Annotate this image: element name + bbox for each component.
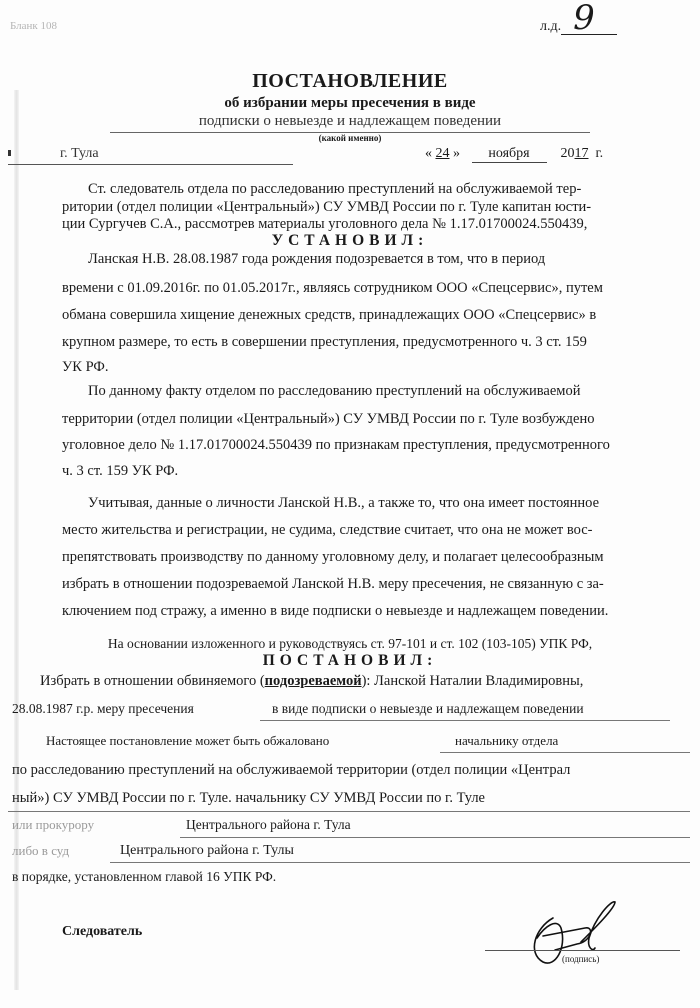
resolved-line-1-suffix: ): Ланской Наталии Владимировны, (361, 673, 584, 689)
date-year-prefix: 20 (560, 146, 575, 161)
intro-line: ритории (отдел полиции «Центральный») СУ УМВД России по г. Туле капитан юсти- (62, 199, 592, 215)
paragraph-line: времени с 01.09.2016г. по 01.05.2017г., являясь сотрудником ООО «Спецсервис», путем (62, 280, 603, 296)
form-id: Бланк 108 (10, 20, 58, 32)
date-year-unit: г. (595, 146, 604, 161)
paragraph-line: ключением под стражу, а именно в виде подписки о невыезде и надлежащем поведении. (62, 603, 609, 619)
paragraph-line: обмана совершила хищение денежных средств, принадлежащих ООО «Спецсервис» в (62, 307, 597, 323)
prosecutor-underline (180, 837, 690, 838)
document-subtitle: об избрании меры пресечения в виде (224, 95, 476, 111)
city-underline (8, 164, 293, 165)
document-date (425, 146, 603, 163)
appeal-line-2: по расследованию преступлений на обслуживаемой территории (отдел полиции «Централ (12, 762, 571, 778)
paragraph-line: избрать в отношении подозреваемой Ланской Н.В. меру пресечения, не связанную с за- (62, 576, 604, 592)
appeal-to: начальнику отдела (455, 733, 559, 748)
prosecutor-value: Центрального района г. Тула (186, 817, 351, 832)
document-title: ПОСТАНОВЛЕНИЕ (252, 70, 448, 92)
procedure-text: в порядке, установленном главой 16 УПК РФ. (12, 869, 277, 884)
paragraph-line: препятствовать производству по данному уголовному делу, и полагает целесообразным (62, 549, 604, 565)
court-underline (110, 862, 690, 863)
signature-hint: (подпись) (562, 954, 600, 964)
document-city: г. Тула (60, 146, 99, 161)
date-day: 24 (435, 146, 450, 161)
legal-basis: На основании изложенного и руководствуясь ст. 97-101 и ст. 102 (103-105) УПК РФ, (107, 636, 593, 651)
intro-line: ции Сургучев С.А., рассмотрев материалы уголовного дела № 1.17.01700024.550439, (62, 216, 588, 232)
prosecutor-label: или прокурору (12, 817, 95, 832)
paragraph-line: крупном размере, то есть в совершении преступления, предусмотренного ч. 3 ст. 159 (62, 334, 587, 350)
established-heading: УСТАНОВИЛ: (271, 232, 429, 249)
paragraph-line: место жительства и регистрации, не судима, следствие считает, что она не может вос- (62, 522, 593, 538)
appeal-prefix: Настоящее постановление может быть обжаловано (46, 733, 330, 748)
resolved-line-2-prefix: 28.08.1987 г.р. меру пресечения (12, 701, 194, 716)
appeal-line-3-underline (8, 811, 690, 812)
case-sheet-number (540, 0, 617, 38)
case-sheet-label: л.д. (540, 19, 562, 34)
resolved-heading: ПОСТАНОВИЛ: (262, 652, 438, 669)
paragraph-line: УК РФ. (62, 359, 109, 375)
paragraph-line: Учитывая, данные о личности Ланской Н.В., а также то, что она имеет постоянное (88, 495, 600, 511)
case-sheet-value: 9 (573, 0, 595, 38)
paragraph-line: Ланская Н.В. 28.08.1987 года рождения подозревается в том, что в период (88, 251, 546, 267)
paragraph-line: По данному факту отделом по расследованию преступлений на обслуживаемой (88, 383, 581, 399)
date-month: ноября (472, 146, 547, 163)
signer-label: Следователь (62, 924, 143, 939)
resolved-measure: в виде подписки о невыезде и надлежащем поведении (272, 701, 584, 716)
intro-line: Ст. следователь отдела по расследованию преступлений на обслуживаемой тер- (88, 181, 582, 197)
appeal-underline (440, 752, 690, 753)
signature-underline (485, 950, 680, 951)
measure-underline (260, 720, 670, 721)
scan-mark (8, 150, 11, 156)
paragraph-line: уголовное дело № 1.17.01700024.550439 по признакам преступления, предусмотренного (62, 437, 610, 453)
resolved-emphasis: подозреваемой (264, 673, 362, 689)
resolved-line-1-prefix: Избрать в отношении обвиняемого ( (40, 673, 265, 689)
measure-type-hint: (какой именно) (318, 133, 382, 143)
date-quote-close: » (453, 146, 460, 161)
court-label: либо в суд (12, 843, 70, 858)
measure-type: подписки о невыезде и надлежащем поведении (198, 113, 502, 129)
paragraph-line: территории (отдел полиции «Центральный») СУ УМВД России по г. Туле возбуждено (62, 411, 595, 427)
appeal-line-3: ный») СУ УМВД России по г. Туле. начальнику СУ УМВД России по г. Туле (12, 790, 485, 806)
court-value: Центрального района г. Тулы (120, 843, 294, 858)
paragraph-line: ч. 3 ст. 159 УК РФ. (62, 463, 179, 479)
date-year-suffix: 17 (574, 146, 589, 161)
date-quote-open: « (425, 146, 432, 161)
resolved-line-1 (40, 673, 583, 690)
